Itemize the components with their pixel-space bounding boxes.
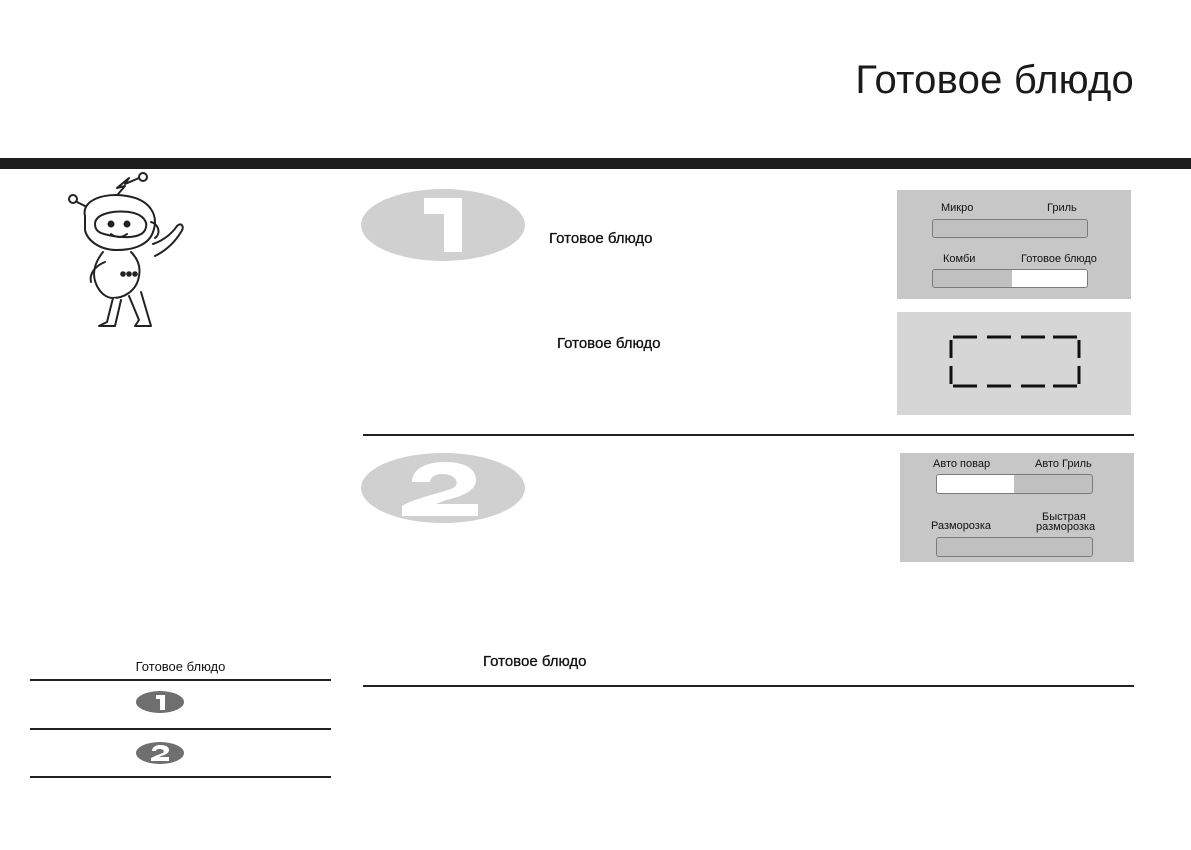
micro-button[interactable] [933, 220, 1010, 237]
page-title: Готовое блюдо [855, 58, 1134, 102]
auto-buttons-panel [900, 453, 1134, 562]
defrost-button[interactable] [936, 537, 1093, 557]
table-rule-middle [30, 728, 331, 730]
table-row-1-badge [135, 690, 185, 714]
defrost-standard-button[interactable] [937, 538, 1014, 556]
quick-defrost-label-line2: разморозка [1036, 521, 1096, 533]
auto-cook-button[interactable] [937, 475, 1014, 493]
step-1-display-label: Готовое блюдо [557, 335, 661, 352]
step-1-disc [360, 188, 526, 262]
display-panel [897, 312, 1131, 415]
micro-label: Микро [941, 202, 974, 214]
table-rule-bottom [30, 776, 331, 778]
defrost-label: Разморозка [931, 520, 992, 532]
table-header: Готовое блюдо [135, 659, 226, 674]
combi-button[interactable] [933, 270, 1012, 287]
section-divider [363, 434, 1134, 436]
auto-grill-button[interactable] [1014, 475, 1092, 493]
auto-cook-grill-button[interactable] [936, 474, 1093, 494]
step-1-label: Готовое блюдо [549, 230, 653, 247]
mode-buttons-panel [897, 190, 1131, 299]
table-rule-top [30, 679, 331, 681]
grill-label: Гриль [1047, 202, 1077, 214]
header-rule [0, 158, 1191, 169]
quick-defrost-button[interactable] [1014, 538, 1092, 556]
bottom-divider [363, 685, 1134, 687]
auto-cook-label: Авто повар [933, 458, 991, 470]
grill-button[interactable] [1010, 220, 1087, 237]
mascot-illustration [55, 170, 190, 330]
combi-ready-button[interactable] [932, 269, 1088, 288]
auto-grill-label: Авто Гриль [1035, 458, 1092, 470]
ready-meal-button[interactable] [1012, 270, 1087, 287]
quick-defrost-label-line1: Быстрая [1042, 511, 1086, 523]
step-2-disc [360, 452, 526, 524]
note-label: Готовое блюдо [483, 653, 587, 670]
combi-label: Комби [943, 253, 976, 265]
dashed-display [897, 312, 1131, 415]
table-row-2-badge [135, 741, 185, 765]
ready-meal-label: Готовое блюдо [1021, 253, 1097, 265]
micro-grill-button[interactable] [932, 219, 1088, 238]
